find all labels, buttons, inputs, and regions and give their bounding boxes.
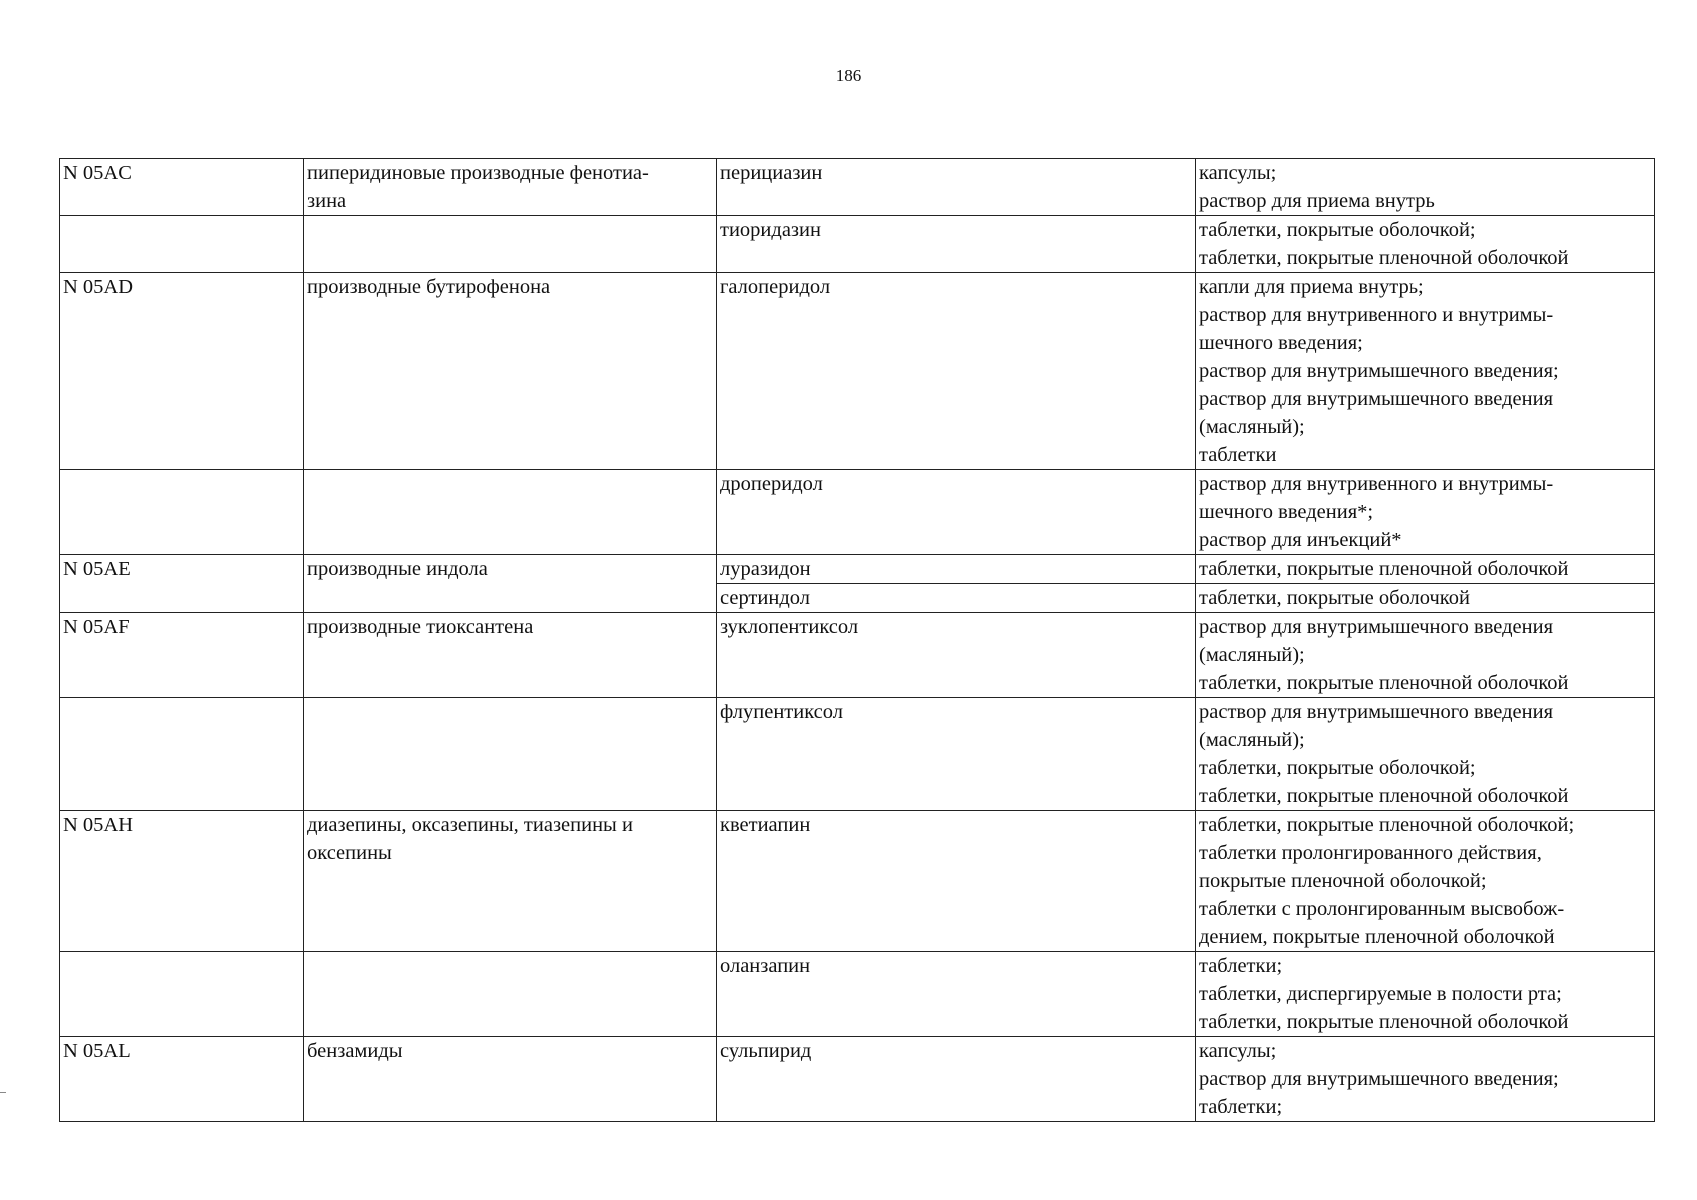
table-row xyxy=(60,698,1655,811)
table-row xyxy=(60,470,1655,555)
drug-cell: перициазин xyxy=(717,159,1196,216)
group-cell: производные тиоксантена xyxy=(304,613,717,698)
scan-margin-mark xyxy=(0,1092,6,1093)
drug-cell: кветиапин xyxy=(717,811,1196,952)
group-cell xyxy=(304,952,717,1037)
dosage-forms-cell: капсулы; раствор для внутримышечного введения; таблетки; xyxy=(1196,1037,1655,1122)
atc-code-cell: N 05AF xyxy=(60,613,304,698)
atc-code-cell xyxy=(60,470,304,555)
group-cell: производные бутирофенона xyxy=(304,273,717,470)
dosage-forms-cell: раствор для внутримышечного введения (масляный); таблетки, покрытые пленочной оболочкой xyxy=(1196,613,1655,698)
drug-cell: галоперидол xyxy=(717,273,1196,470)
atc-code-cell: N 05AD xyxy=(60,273,304,470)
table-row xyxy=(60,811,1655,952)
group-cell xyxy=(304,470,717,555)
table-row xyxy=(60,1037,1655,1122)
medication-table xyxy=(59,158,1655,1122)
dosage-forms-cell: таблетки, покрытые пленочной оболочкой xyxy=(1196,555,1655,584)
dosage-forms-cell: капсулы; раствор для приема внутрь xyxy=(1196,159,1655,216)
dosage-forms-cell: таблетки, покрытые оболочкой xyxy=(1196,584,1655,613)
dosage-forms-cell: таблетки, покрытые оболочкой; таблетки, покрытые пленочной оболочкой xyxy=(1196,216,1655,273)
atc-code-cell xyxy=(60,698,304,811)
drug-cell: оланзапин xyxy=(717,952,1196,1037)
table-row xyxy=(60,159,1655,216)
dosage-forms-cell: раствор для внутривенного и внутримы- шечного введения*; раствор для инъекций* xyxy=(1196,470,1655,555)
table-row xyxy=(60,555,1655,584)
atc-code-cell xyxy=(60,952,304,1037)
atc-code-cell xyxy=(60,216,304,273)
atc-code-cell: N 05AH xyxy=(60,811,304,952)
drug-cell: дроперидол xyxy=(717,470,1196,555)
table-row xyxy=(60,952,1655,1037)
drug-cell: флупентиксол xyxy=(717,698,1196,811)
table-row xyxy=(60,273,1655,470)
atc-code-cell: N 05AC xyxy=(60,159,304,216)
drug-cell: тиоридазин xyxy=(717,216,1196,273)
page-number: 186 xyxy=(835,66,862,85)
group-cell: производные индола xyxy=(304,555,717,613)
group-cell: бензамиды xyxy=(304,1037,717,1122)
table-row xyxy=(60,216,1655,273)
atc-code-cell: N 05AL xyxy=(60,1037,304,1122)
dosage-forms-cell: раствор для внутримышечного введения (масляный); таблетки, покрытые оболочкой; таблетки, покрытые пленочной оболочкой xyxy=(1196,698,1655,811)
drug-cell: луразидон xyxy=(717,555,1196,584)
atc-code-cell: N 05AE xyxy=(60,555,304,613)
group-cell xyxy=(304,698,717,811)
drug-cell: сульпирид xyxy=(717,1037,1196,1122)
dosage-forms-cell: таблетки; таблетки, диспергируемые в полости рта; таблетки, покрытые пленочной оболочкой xyxy=(1196,952,1655,1037)
group-cell: диазепины, оксазепины, тиазепины и оксепины xyxy=(304,811,717,952)
drug-cell: зуклопентиксол xyxy=(717,613,1196,698)
drug-cell: сертиндол xyxy=(717,584,1196,613)
dosage-forms-cell: таблетки, покрытые пленочной оболочкой; таблетки пролонгированного действия, покрытые пленочной оболочкой; таблетки с пролонгированным высвобож- дением, покрытые пленочной оболочкой xyxy=(1196,811,1655,952)
dosage-forms-cell: капли для приема внутрь; раствор для внутривенного и внутримы- шечного введения; раствор для внутримышечного введения; раствор для внутримышечного введения (масляный); таблетки xyxy=(1196,273,1655,470)
table-row xyxy=(60,613,1655,698)
group-cell xyxy=(304,216,717,273)
group-cell: пиперидиновые производные фенотиа- зина xyxy=(304,159,717,216)
